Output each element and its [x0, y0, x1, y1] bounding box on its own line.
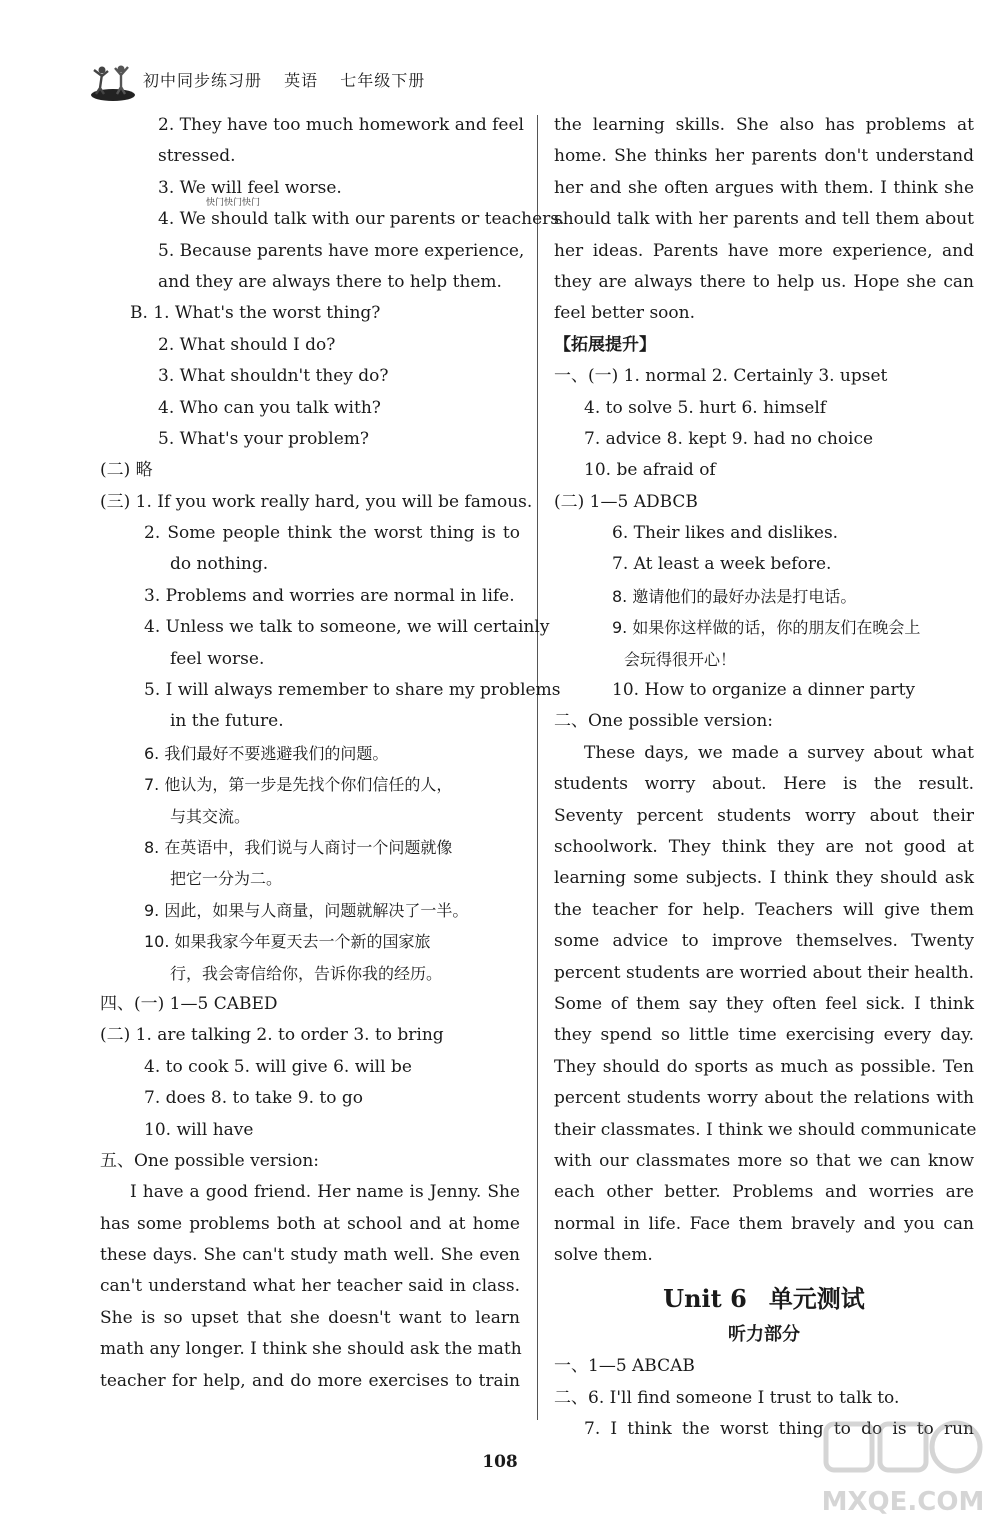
watermark-text: MXQE.COM	[821, 1487, 985, 1517]
left-column	[100, 110, 565, 1397]
essay-line: the teacher for help. Teachers will give them	[554, 899, 974, 920]
answer-line: in the future.	[170, 711, 284, 732]
essay-line: students worry about. Here is the result.	[554, 774, 974, 795]
answer-line: 10. How to organize a dinner party	[612, 680, 916, 701]
answer-line: 6. 我们最好不要逃避我们的问题。	[144, 743, 389, 763]
answer-line: 9. 如果你这样做的话，你的朋友们在晚会上	[612, 618, 921, 638]
answer-line: 7. At least a week before.	[612, 554, 832, 575]
answer-line: 8. 邀请他们的最好办法是打电话。	[612, 586, 857, 606]
essay-line: feel better soon.	[554, 303, 695, 324]
section-marker: (二) 略	[100, 460, 153, 481]
page-number: 108	[482, 1452, 518, 1472]
section-marker: 五、One possible version:	[100, 1150, 319, 1171]
essay-line: math any longer. I think she should ask the math	[100, 1339, 522, 1360]
answer-line: 2. They have too much homework and feel	[158, 115, 524, 135]
answer-line: 4. to cook 5. will give 6. will be	[144, 1056, 412, 1077]
answer-line: 一、(一) 1. normal 2. Certainly 3. upset	[554, 366, 888, 387]
answer-line: 行，我会寄信给你，告诉你我的经历。	[170, 963, 443, 983]
essay-line: home. She thinks her parents don't understand	[554, 146, 974, 167]
answer-line: 8. 在英语中，我们说与人商讨一个问题就像	[144, 837, 453, 857]
handwritten-note: 快门快门快门	[206, 198, 261, 208]
answer-line: 10. will have	[144, 1119, 254, 1140]
essay-line: schoolwork. They think they are not good at	[554, 836, 974, 857]
essay-line: the learning skills. She also has problems at	[554, 115, 974, 135]
answer-line: 5. I will always remember to share my problems	[144, 680, 561, 701]
essay-line: should talk with her parents and tell them about	[554, 209, 974, 230]
essay-line: solve them.	[554, 1245, 653, 1266]
essay-line: they spend so little time exercising every day.	[554, 1025, 974, 1046]
answer-line: and they are always there to help them.	[158, 271, 502, 292]
answer-line: 3. Problems and worries are normal in life.	[144, 585, 515, 606]
answer-line: 把它一分为二。	[170, 869, 283, 889]
header-grade: 七年级下册	[340, 71, 426, 90]
essay-line: her ideas. Parents have more experience, and	[554, 240, 974, 261]
answer-line: 7. 他认为，第一步是先找个你们信任的人，	[144, 775, 453, 795]
answer-line: 2. What should I do?	[158, 334, 336, 355]
answer-line: B. 1. What's the worst thing?	[130, 303, 381, 324]
header-subject: 英语	[284, 71, 319, 90]
essay-line: Some of them say they often feel sick. I think	[554, 993, 974, 1014]
answer-line: 5. What's your problem?	[158, 428, 369, 449]
column-divider	[537, 115, 538, 1420]
unit-title-cn: 单元测试	[768, 1285, 865, 1314]
essay-line: has some problems both at school and at home	[100, 1213, 520, 1234]
answer-line: 4. to solve 5. hurt 6. himself	[584, 397, 827, 418]
essay-line: each other better. Problems and worries are	[554, 1182, 974, 1203]
essay-line: these days. She can't study math well. She even	[100, 1245, 520, 1266]
answer-line: feel worse.	[170, 648, 265, 669]
essay-line: can't understand what her teacher said in class.	[100, 1276, 520, 1297]
unit-title	[554, 1279, 974, 1319]
answer-line: 5. Because parents have more experience,	[158, 240, 525, 261]
header-text	[143, 68, 441, 91]
answer-line: 10. be afraid of	[584, 460, 716, 481]
answer-line: 3. What shouldn't they do?	[158, 366, 389, 387]
essay-line: with our classmates more so that we can know	[554, 1150, 974, 1171]
answer-line: 2. Some people think the worst thing is to	[144, 523, 520, 544]
answer-line: 会玩得很开心！	[624, 649, 737, 669]
essay-line: they are always there to help us. Hope she can	[554, 271, 974, 292]
essay-line: percent students worry about the relations with	[554, 1088, 974, 1109]
essay-line: I have a good friend. Her name is Jenny. She	[130, 1182, 520, 1203]
answer-line: 4. Unless we talk to someone, we will certainly	[144, 617, 550, 638]
answer-line: 与其交流。	[170, 806, 251, 826]
unit-title-en: Unit 6	[663, 1284, 747, 1314]
answer-line: 3. We will feel worse.	[158, 177, 342, 198]
section-heading: 【拓展提升】	[554, 334, 656, 355]
section-marker: 四、(一) 1—5 CABED	[100, 993, 278, 1014]
watermark-logo	[818, 1418, 988, 1522]
essay-line: teacher for help, and do more exercises to train	[100, 1370, 520, 1391]
answer-line: 7. I think the worst thing to do is to run	[584, 1419, 974, 1440]
answer-line: 二、6. I'll find someone I trust to talk to.	[554, 1387, 900, 1408]
section-marker: (二) 1—5 ADBCB	[554, 491, 698, 512]
book-logo-icon	[88, 62, 138, 102]
answer-line: (三) 1. If you work really hard, you will be famous.	[100, 491, 533, 512]
essay-line: her and she often argues with them. I think she	[554, 177, 974, 198]
answer-line: 7. advice 8. kept 9. had no choice	[584, 428, 874, 449]
essay-line: some advice to improve themselves. Twenty	[554, 931, 974, 952]
header-book: 初中同步练习册	[143, 71, 263, 90]
essay-line: learning some subjects. I think they should ask	[554, 868, 974, 889]
essay-line: normal in life. Face them bravely and you can	[554, 1213, 974, 1234]
answer-line: 9. 因此，如果与人商量，问题就解决了一半。	[144, 900, 469, 920]
answer-line: 4. Who can you talk with?	[158, 397, 381, 418]
section-title: 听力部分	[728, 1324, 800, 1346]
essay-line: Seventy percent students worry about their	[554, 805, 974, 826]
answer-line: do nothing.	[170, 554, 269, 575]
essay-line: These days, we made a survey about what	[584, 742, 974, 763]
answer-line: 6. Their likes and dislikes.	[612, 523, 839, 544]
essay-line: their classmates. I think we should communicate	[554, 1119, 977, 1140]
essay-line: percent students are worried about their health.	[554, 962, 974, 983]
essay-line: She is so upset that she doesn't want to learn	[100, 1307, 520, 1328]
answer-line: (二) 1. are talking 2. to order 3. to bring	[100, 1025, 444, 1046]
page-header	[88, 62, 518, 102]
answer-line: stressed.	[158, 146, 236, 167]
answer-line: 7. does 8. to take 9. to go	[144, 1088, 363, 1109]
answer-line: 10. 如果我家今年夏天去一个新的国家旅	[144, 932, 431, 952]
section-marker: 二、One possible version:	[554, 711, 773, 732]
essay-line: They should do sports as much as possible. Ten	[554, 1056, 974, 1077]
answer-line: 一、1—5 ABCAB	[554, 1356, 695, 1377]
right-column	[554, 110, 977, 1446]
answer-line: 4. We should talk with our parents or teachers.	[158, 209, 565, 230]
